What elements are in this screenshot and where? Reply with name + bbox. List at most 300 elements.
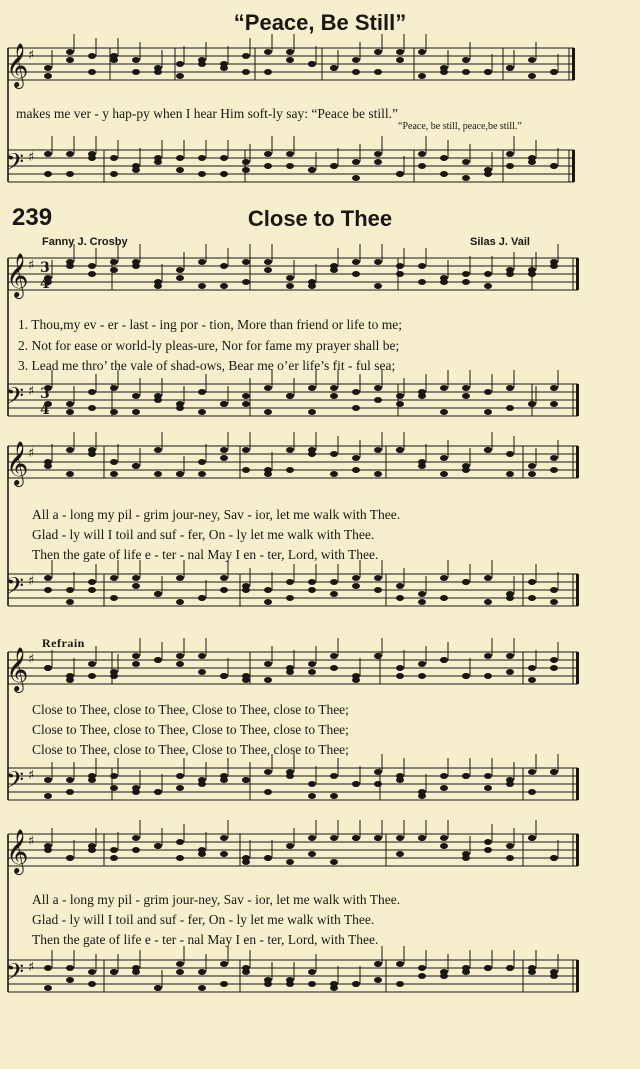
note-head <box>154 985 162 991</box>
note-head <box>440 595 448 601</box>
note-head <box>44 463 52 469</box>
sharp-icon: ♯ <box>28 384 35 399</box>
note-head <box>198 171 206 177</box>
note-head <box>110 773 118 779</box>
note-head <box>374 961 382 967</box>
note-head <box>220 447 228 453</box>
note-head <box>374 283 382 289</box>
note-head <box>264 677 272 683</box>
note-head <box>242 969 250 975</box>
note-head <box>88 773 96 779</box>
note-head <box>506 271 514 277</box>
note-head <box>242 447 250 453</box>
note-head <box>176 653 184 659</box>
note-head <box>484 839 492 845</box>
note-head <box>506 471 514 477</box>
note-head <box>220 851 228 857</box>
note-head <box>374 49 382 55</box>
note-head <box>66 965 74 971</box>
note-head <box>132 835 140 841</box>
note-head <box>352 981 360 987</box>
note-head <box>440 657 448 663</box>
note-head <box>528 789 536 795</box>
note-head <box>308 279 316 285</box>
note-head <box>528 835 536 841</box>
sharp-icon: ♯ <box>28 652 35 667</box>
note-head <box>198 155 206 161</box>
note-head <box>44 985 52 991</box>
treble-clef-icon: 𝄞 <box>6 441 29 485</box>
note-head <box>462 69 470 75</box>
note-head <box>396 673 404 679</box>
note-head <box>242 777 250 783</box>
note-head <box>132 259 140 265</box>
sharp-icon: ♯ <box>28 150 35 165</box>
note-head <box>154 447 162 453</box>
note-head <box>374 769 382 775</box>
note-head <box>286 859 294 865</box>
note-head <box>440 773 448 779</box>
treble-clef-icon: 𝄞 <box>6 253 29 297</box>
note-head <box>88 389 96 395</box>
previous-hymn-echo: “Peace, be still, peace,be still.” <box>398 121 522 132</box>
note-head <box>88 969 96 975</box>
note-head <box>352 69 360 75</box>
note-head <box>132 661 140 667</box>
note-head <box>44 171 52 177</box>
refrain-line-3: Close to Thee, close to Thee, Close to Thee, close to Thee; <box>32 742 349 757</box>
note-head <box>132 969 140 975</box>
time-signature-bottom: 4 <box>40 402 50 418</box>
verse-line-2: 2. Not for ease or world-ly pleas-ure, Nor for fame my prayer shall be; <box>18 338 400 353</box>
note-head <box>286 843 294 849</box>
note-head <box>176 275 184 281</box>
note-head <box>462 385 470 391</box>
note-head <box>462 175 470 181</box>
note-head <box>528 463 536 469</box>
note-head <box>330 471 338 477</box>
note-head <box>462 463 470 469</box>
note-head <box>484 283 492 289</box>
note-head <box>418 965 426 971</box>
note-head <box>132 785 140 791</box>
note-head <box>264 385 272 391</box>
note-head <box>132 847 140 853</box>
note-head <box>374 151 382 157</box>
note-head <box>440 155 448 161</box>
note-head <box>506 591 514 597</box>
note-head <box>220 263 228 269</box>
note-head <box>154 69 162 75</box>
note-head <box>484 653 492 659</box>
note-head <box>242 859 250 865</box>
note-head <box>396 961 404 967</box>
note-head <box>550 665 558 671</box>
note-head <box>330 263 338 269</box>
note-head <box>308 981 316 987</box>
time-signature-bottom: 4 <box>40 276 50 292</box>
note-head <box>264 409 272 415</box>
sharp-icon: ♯ <box>28 446 35 461</box>
note-head <box>132 575 140 581</box>
note-head <box>198 851 206 857</box>
note-head <box>550 587 558 593</box>
note-head <box>242 673 250 679</box>
note-head <box>286 579 294 585</box>
note-head <box>528 665 536 671</box>
note-head <box>330 393 338 399</box>
note-head <box>110 673 118 679</box>
final-bar-thick <box>576 960 579 992</box>
note-head <box>462 393 470 399</box>
note-head <box>440 65 448 71</box>
note-head <box>154 283 162 289</box>
sharp-icon: ♯ <box>28 834 35 849</box>
note-head <box>440 785 448 791</box>
note-head <box>264 769 272 775</box>
note-head <box>440 575 448 581</box>
note-head <box>374 587 382 593</box>
note-head <box>308 669 316 675</box>
note-head <box>528 579 536 585</box>
note-head <box>418 789 426 795</box>
note-head <box>264 467 272 473</box>
note-head <box>374 575 382 581</box>
note-head <box>220 961 228 967</box>
note-head <box>484 785 492 791</box>
final-bar-thick <box>576 652 579 684</box>
note-head <box>528 401 536 407</box>
note-head <box>88 579 96 585</box>
note-head <box>374 977 382 983</box>
note-head <box>418 661 426 667</box>
note-head <box>242 159 250 165</box>
note-head <box>374 781 382 787</box>
note-head <box>374 69 382 75</box>
note-head <box>352 677 360 683</box>
final-bar-thick <box>576 768 579 800</box>
note-head <box>110 847 118 853</box>
note-head <box>308 587 316 593</box>
note-head <box>132 57 140 63</box>
note-head <box>418 151 426 157</box>
final-bar-thick <box>576 384 579 416</box>
treble-clef-icon: 𝄞 <box>6 829 29 873</box>
note-head <box>462 969 470 975</box>
note-head <box>176 267 184 273</box>
note-head <box>418 263 426 269</box>
note-head <box>352 835 360 841</box>
note-head <box>396 171 404 177</box>
note-head <box>264 587 272 593</box>
note-head <box>484 575 492 581</box>
note-head <box>264 599 272 605</box>
note-head <box>154 159 162 165</box>
note-head <box>66 855 74 861</box>
note-head <box>308 793 316 799</box>
note-head <box>110 471 118 477</box>
note-head <box>308 969 316 975</box>
note-head <box>396 263 404 269</box>
note-head <box>88 53 96 59</box>
note-head <box>242 53 250 59</box>
note-head <box>374 385 382 391</box>
note-head <box>374 471 382 477</box>
note-head <box>396 773 404 779</box>
note-head <box>264 977 272 983</box>
note-head <box>176 855 184 861</box>
note-head <box>242 279 250 285</box>
note-head <box>198 471 206 477</box>
note-head <box>506 451 514 457</box>
note-head <box>242 467 250 473</box>
note-head <box>550 969 558 975</box>
note-head <box>264 69 272 75</box>
note-head <box>330 859 338 865</box>
note-head <box>88 447 96 453</box>
note-head <box>88 981 96 987</box>
note-head <box>352 781 360 787</box>
note-head <box>176 961 184 967</box>
note-head <box>264 661 272 667</box>
note-head <box>506 653 514 659</box>
note-head <box>550 455 558 461</box>
note-head <box>176 773 184 779</box>
note-head <box>198 409 206 415</box>
note-head <box>176 167 184 173</box>
note-head <box>396 665 404 671</box>
note-head <box>550 855 558 861</box>
note-head <box>242 69 250 75</box>
note-head <box>330 579 338 585</box>
note-head <box>418 973 426 979</box>
note-head <box>484 847 492 853</box>
note-head <box>374 159 382 165</box>
note-head <box>550 401 558 407</box>
verse-line-8: Glad - ly will I toil and suf - fer, On - ly let me walk with Thee. <box>32 912 375 927</box>
note-head <box>242 401 250 407</box>
note-head <box>154 471 162 477</box>
note-head <box>220 283 228 289</box>
note-head <box>352 575 360 581</box>
note-head <box>308 781 316 787</box>
note-head <box>176 839 184 845</box>
note-head <box>132 167 140 173</box>
note-head <box>418 163 426 169</box>
note-head <box>462 57 470 63</box>
note-head <box>198 969 206 975</box>
final-bar-thick <box>572 48 575 80</box>
verse-line-7: All a - long my pil - grim jour-ney, Sav - ior, let me walk with Thee. <box>32 892 401 907</box>
note-head <box>66 259 74 265</box>
note-head <box>418 835 426 841</box>
note-head <box>308 385 316 391</box>
note-head <box>66 599 74 605</box>
note-head <box>308 409 316 415</box>
note-head <box>330 65 338 71</box>
note-head <box>352 175 360 181</box>
note-head <box>528 73 536 79</box>
verse-line-3: 3. Lead me thro’ the vale of shad-ows, Bear me o’er life’s fit - ful sea; <box>18 358 396 373</box>
note-head <box>528 155 536 161</box>
note-head <box>308 167 316 173</box>
note-head <box>220 65 228 71</box>
note-head <box>330 653 338 659</box>
note-head <box>484 599 492 605</box>
final-bar-thick <box>576 834 579 866</box>
note-head <box>330 773 338 779</box>
note-head <box>220 587 228 593</box>
note-head <box>110 595 118 601</box>
note-head <box>44 151 52 157</box>
note-head <box>418 73 426 79</box>
note-head <box>440 409 448 415</box>
note-head <box>418 389 426 395</box>
sharp-icon: ♯ <box>28 48 35 63</box>
note-head <box>44 965 52 971</box>
note-head <box>176 155 184 161</box>
note-head <box>44 793 52 799</box>
note-head <box>220 835 228 841</box>
note-head <box>154 397 162 403</box>
note-head <box>418 591 426 597</box>
note-head <box>396 981 404 987</box>
note-head <box>550 657 558 663</box>
note-head <box>132 463 140 469</box>
note-head <box>418 463 426 469</box>
note-head <box>440 279 448 285</box>
note-head <box>330 985 338 991</box>
note-head <box>396 851 404 857</box>
note-head <box>264 151 272 157</box>
note-head <box>198 459 206 465</box>
note-head <box>220 575 228 581</box>
note-head <box>88 405 96 411</box>
note-head <box>88 151 96 157</box>
note-head <box>440 471 448 477</box>
note-head <box>44 665 52 671</box>
note-head <box>110 155 118 161</box>
note-head <box>44 65 52 71</box>
note-head <box>176 969 184 975</box>
note-head <box>506 385 514 391</box>
note-head <box>242 393 250 399</box>
note-head <box>110 855 118 861</box>
note-head <box>44 587 52 593</box>
note-head <box>176 471 184 477</box>
final-bar-thick <box>576 574 579 606</box>
note-head <box>462 271 470 277</box>
note-head <box>396 583 404 589</box>
note-head <box>352 405 360 411</box>
note-head <box>506 151 514 157</box>
note-head <box>220 455 228 461</box>
note-head <box>286 447 294 453</box>
note-head <box>550 599 558 605</box>
note-head <box>66 977 74 983</box>
note-head <box>308 835 316 841</box>
note-head <box>286 151 294 157</box>
note-head <box>286 595 294 601</box>
note-head <box>286 283 294 289</box>
note-head <box>242 583 250 589</box>
note-head <box>484 271 492 277</box>
note-head <box>176 599 184 605</box>
note-head <box>88 69 96 75</box>
note-head <box>506 65 514 71</box>
note-head <box>462 279 470 285</box>
note-head <box>352 583 360 589</box>
note-head <box>66 777 74 783</box>
verse-line-9: Then the gate of life e - ter - nal May I en - ter, Lord, with Thee. <box>32 932 379 947</box>
note-head <box>440 385 448 391</box>
note-head <box>418 673 426 679</box>
note-head <box>330 665 338 671</box>
note-head <box>176 405 184 411</box>
note-head <box>440 835 448 841</box>
note-head <box>176 73 184 79</box>
note-head <box>308 579 316 585</box>
note-head <box>396 595 404 601</box>
note-head <box>88 271 96 277</box>
note-head <box>330 163 338 169</box>
note-head <box>198 985 206 991</box>
note-head <box>352 259 360 265</box>
note-head <box>330 793 338 799</box>
note-head <box>198 653 206 659</box>
note-head <box>66 151 74 157</box>
note-head <box>528 267 536 273</box>
note-head <box>286 773 294 779</box>
note-head <box>396 57 404 63</box>
note-head <box>484 447 492 453</box>
note-head <box>176 785 184 791</box>
bass-clef-icon: 𝄢 <box>6 382 25 415</box>
note-head <box>484 965 492 971</box>
note-head <box>528 471 536 477</box>
note-head <box>88 847 96 853</box>
note-head <box>110 385 118 391</box>
note-head <box>352 467 360 473</box>
note-head <box>396 401 404 407</box>
note-head <box>528 677 536 683</box>
note-head <box>264 267 272 273</box>
bass-clef-icon: 𝄢 <box>6 958 25 991</box>
final-bar-thick <box>576 446 579 478</box>
note-head <box>264 259 272 265</box>
note-head <box>44 777 52 783</box>
note-head <box>198 669 206 675</box>
verse-line-1: 1. Thou,my ev - er - last - ing por - tion, More than friend or life to me; <box>18 317 403 332</box>
note-head <box>506 843 514 849</box>
note-head <box>264 163 272 169</box>
note-head <box>418 599 426 605</box>
note-head <box>110 267 118 273</box>
note-head <box>264 855 272 861</box>
note-head <box>550 769 558 775</box>
note-head <box>440 455 448 461</box>
note-head <box>198 389 206 395</box>
hymn-title: Close to Thee <box>247 206 393 231</box>
note-head <box>462 673 470 679</box>
note-head <box>264 49 272 55</box>
note-head <box>198 259 206 265</box>
note-head <box>484 389 492 395</box>
note-head <box>286 665 294 671</box>
refrain-label: Refrain <box>42 636 85 650</box>
treble-clef-icon: 𝄞 <box>6 647 29 691</box>
note-head <box>396 49 404 55</box>
